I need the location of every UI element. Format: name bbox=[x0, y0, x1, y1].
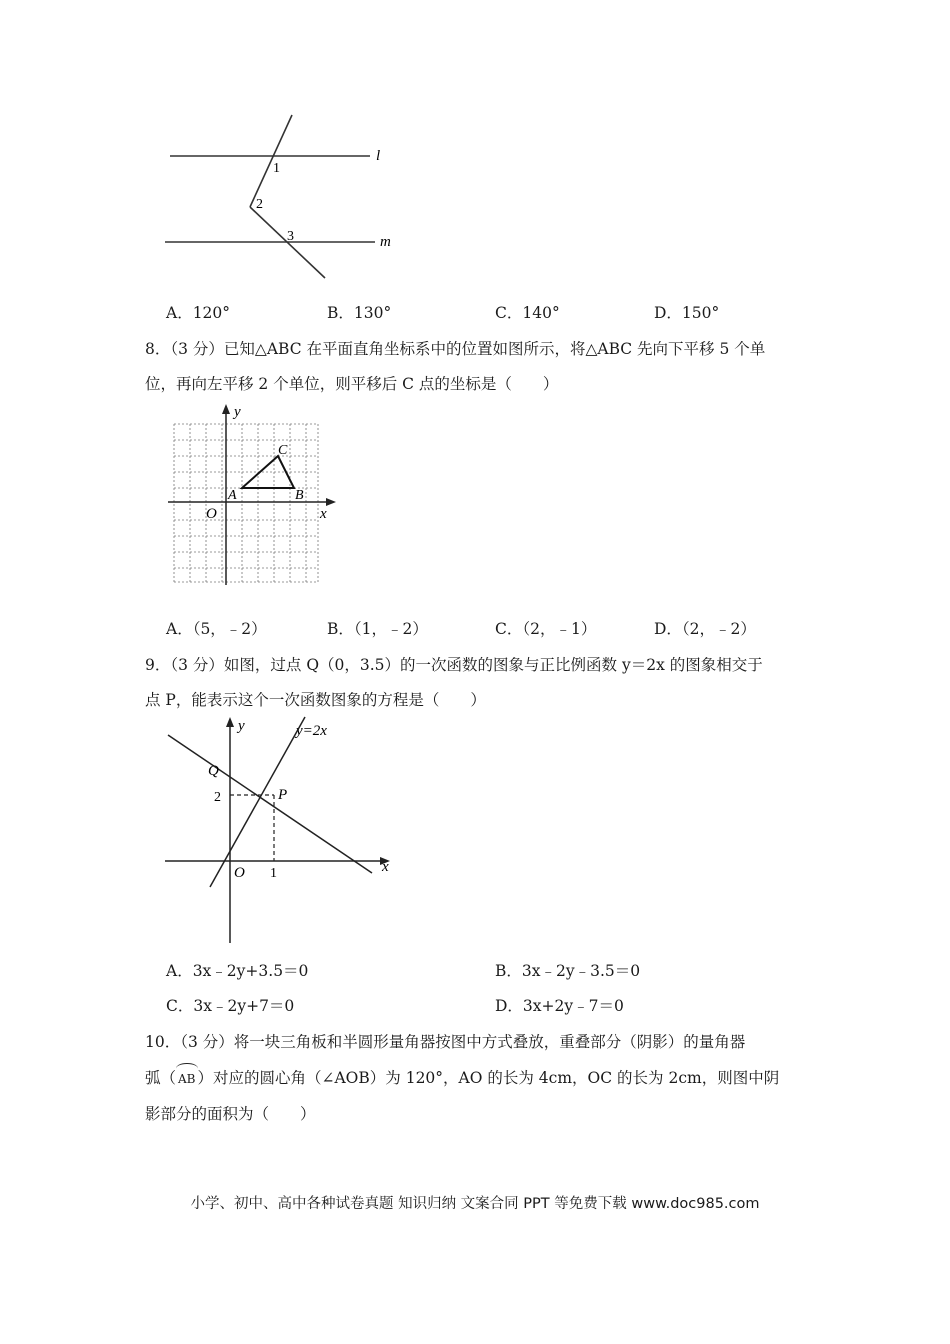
label-y: y bbox=[234, 404, 241, 420]
q7-option-a[interactable]: A．120° bbox=[166, 304, 231, 322]
label-o: O bbox=[234, 865, 245, 881]
line-through-q bbox=[168, 735, 372, 873]
q9-figure bbox=[160, 715, 400, 950]
upper-transversal bbox=[250, 115, 292, 207]
q8-grid-figure bbox=[166, 402, 346, 587]
page-footer: 小学、初中、高中各种试卷真题 知识归纳 文案合同 PPT 等免费下载 www.doc985.com bbox=[190, 1196, 760, 1212]
angle-2: 2 bbox=[256, 197, 263, 212]
label-y-2x: y=2x bbox=[296, 723, 327, 739]
label-c: C bbox=[278, 443, 288, 458]
q10-question-line3: 影部分的面积为（ ） bbox=[145, 1105, 316, 1123]
q7-figure bbox=[160, 110, 400, 285]
label-q: Q bbox=[208, 763, 219, 779]
arc-ab-symbol: AB bbox=[176, 1069, 197, 1089]
angle-3: 3 bbox=[287, 229, 294, 244]
q9-question-line2: 点 P，能表示这个一次函数图象的方程是（ ） bbox=[145, 691, 486, 709]
label-b: B bbox=[295, 488, 304, 503]
x-axis-arrow bbox=[326, 498, 336, 506]
q9-option-c[interactable]: C．3x﹣2y+7＝0 bbox=[166, 997, 295, 1015]
label-a: A bbox=[228, 488, 237, 503]
label-l: l bbox=[376, 148, 381, 164]
q7-option-d[interactable]: D．150° bbox=[654, 304, 720, 322]
label-m: m bbox=[380, 234, 391, 250]
q8-question-line2: 位，再向左平移 2 个单位，则平移后 C 点的坐标是（ ） bbox=[145, 375, 559, 393]
q9-option-d[interactable]: D．3x+2y﹣7＝0 bbox=[495, 997, 624, 1015]
q9-question-line1: 9．（3 分）如图，过点 Q（0，3.5）的一次函数的图象与正比例函数 y＝2x 的图象相交于 bbox=[145, 656, 763, 674]
label-1: 1 bbox=[270, 866, 277, 881]
label-x: x bbox=[320, 506, 327, 522]
label-o: O bbox=[206, 506, 217, 522]
label-y: y bbox=[238, 718, 245, 734]
q9-option-a[interactable]: A．3x﹣2y+3.5＝0 bbox=[166, 962, 309, 980]
q7-option-c[interactable]: C．140° bbox=[495, 304, 560, 322]
q10-question-line1: 10．（3 分）将一块三角板和半圆形量角器按图中方式叠放，重叠部分（阴影）的量角器 bbox=[145, 1033, 746, 1051]
angle-1: 1 bbox=[273, 161, 280, 176]
q8-option-a[interactable]: A．（5，﹣2） bbox=[166, 620, 267, 638]
label-p: P bbox=[278, 787, 288, 803]
label-x: x bbox=[382, 859, 389, 875]
q10-line2-post: ）对应的圆心角（∠AOB）为 120°，AO 的长为 4cm，OC 的长为 2cm，则图中阴 bbox=[197, 1069, 780, 1087]
q8-question-line1: 8．（3 分）已知△ABC 在平面直角坐标系中的位置如图所示，将△ABC 先向下平移 5 个单 bbox=[145, 340, 766, 358]
y-axis-arrow bbox=[222, 404, 230, 414]
q7-option-b[interactable]: B．130° bbox=[327, 304, 392, 322]
q8-option-c[interactable]: C．（2，﹣1） bbox=[495, 620, 597, 638]
q8-option-d[interactable]: D．（2，﹣2） bbox=[654, 620, 756, 638]
q8-option-b[interactable]: B．（1，﹣2） bbox=[327, 620, 428, 638]
label-2: 2 bbox=[214, 790, 221, 805]
y-axis-arrow bbox=[226, 717, 234, 727]
q10-line2-pre: 弧（ bbox=[145, 1069, 177, 1087]
q9-option-b[interactable]: B．3x﹣2y﹣3.5＝0 bbox=[495, 962, 641, 980]
q10-question-line2 bbox=[145, 1068, 779, 1089]
